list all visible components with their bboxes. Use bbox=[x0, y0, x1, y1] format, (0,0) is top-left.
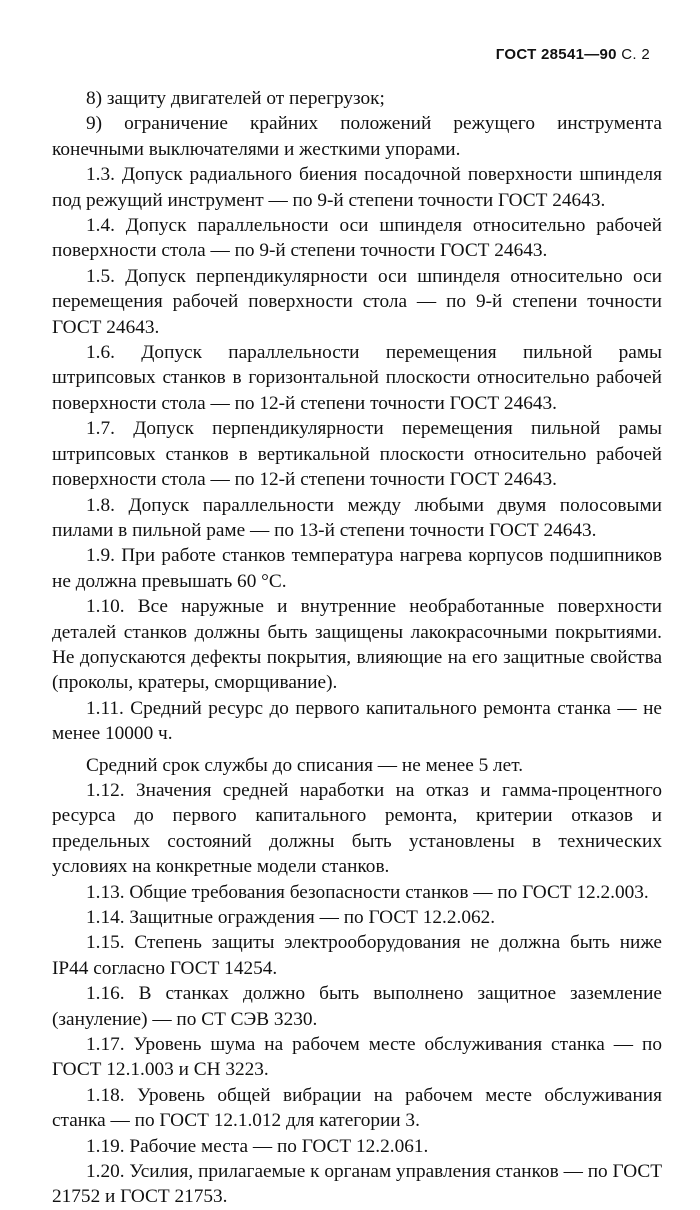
paragraph-1-9: 1.9. При работе станков температура нагрева корпусов подшипников не должна превышать 60 °С. bbox=[52, 545, 662, 592]
page-header bbox=[496, 46, 650, 63]
page-number: С. 2 bbox=[621, 46, 650, 63]
paragraph-item-9: 9) ограничение крайних положений режущего инструмента конечными выключателями и жесткими упорами. bbox=[52, 113, 662, 160]
document-body bbox=[52, 86, 662, 1210]
paragraph-1-19: 1.19. Рабочие места — по ГОСТ 12.2.061. bbox=[86, 1135, 429, 1157]
paragraph-1-14: 1.14. Защитные ограждения — по ГОСТ 12.2.062. bbox=[86, 907, 496, 928]
paragraph-item-8: 8) защиту двигателей от перегрузок; bbox=[86, 88, 385, 109]
paragraph-1-16: 1.16. В станках должно быть выполнено защитное заземление (зануление) — по СТ СЭВ 3230. bbox=[52, 983, 662, 1030]
paragraph-1-5: 1.5. Допуск перпендикулярности оси шпинделя относительно оси перемещения рабочей поверхности стола — по 9-й степени точности ГОСТ 24643. bbox=[52, 265, 662, 338]
paragraph-1-6: 1.6. Допуск параллельности перемещения пильной рамы штрипсовых станков в горизонтальной плоскости относительно рабочей поверхности стола — по 12-й степени точности ГОСТ 24643. bbox=[52, 342, 662, 414]
standard-number: ГОСТ 28541—90 bbox=[495, 46, 617, 63]
paragraph-1-17: 1.17. Уровень шума на рабочем месте обслуживания станка — по ГОСТ 12.1.003 и СН 3223. bbox=[52, 1034, 662, 1081]
paragraph-1-11: 1.11. Средний ресурс до первого капитального ремонта станка — не менее 10000 ч. bbox=[52, 697, 662, 745]
paragraph-1-12: 1.12. Значения средней наработки на отказ и гамма-процентного ресурса до первого капитального ремонта, критерии отказов и предельных состояний должны быть установлены в технических условиях на конкретные модели станков. bbox=[52, 779, 662, 878]
paragraph-service-life: Средний срок службы до списания — не менее 5 лет. bbox=[86, 754, 524, 776]
paragraph-1-8: 1.8. Допуск параллельности между любыми двумя полосовыми пилами в пильной раме — по 13-й степени точности ГОСТ 24643. bbox=[52, 494, 662, 541]
paragraph-1-15: 1.15. Степень защиты электрооборудования не должна быть ниже IP44 согласно ГОСТ 14254. bbox=[52, 932, 662, 979]
paragraph-1-13: 1.13. Общие требования безопасности станков — по ГОСТ 12.2.003. bbox=[86, 881, 649, 903]
paragraph-1-20: 1.20. Усилия, прилагаемые к органам управления станков — по ГОСТ 21752 и ГОСТ 21753. bbox=[52, 1161, 662, 1208]
paragraph-1-18: 1.18. Уровень общей вибрации на рабочем месте обслуживания станка — по ГОСТ 12.1.012 для категории 3. bbox=[52, 1084, 662, 1132]
paragraph-1-10: 1.10. Все наружные и внутренние необработанные поверхности деталей станков должны быть защищены лакокрасочными покрытиями. Не допускаются дефекты покрытия, влияющие на его защитные свойства (проколы, кратеры, сморщивание). bbox=[52, 596, 662, 694]
paragraph-1-7: 1.7. Допуск перпендикулярности перемещения пильной рамы штрипсовых станков в вертикальной плоскости относительно рабочей поверхности стола — по 12-й степени точности ГОСТ 24643. bbox=[52, 418, 662, 491]
paragraph-1-3: 1.3. Допуск радиального биения посадочной поверхности шпинделя под режущий инструмент — по 9-й степени точности ГОСТ 24643. bbox=[52, 164, 662, 211]
paragraph-1-4: 1.4. Допуск параллельности оси шпинделя относительно рабочей поверхности стола — по 9-й степени точности ГОСТ 24643. bbox=[52, 215, 662, 262]
